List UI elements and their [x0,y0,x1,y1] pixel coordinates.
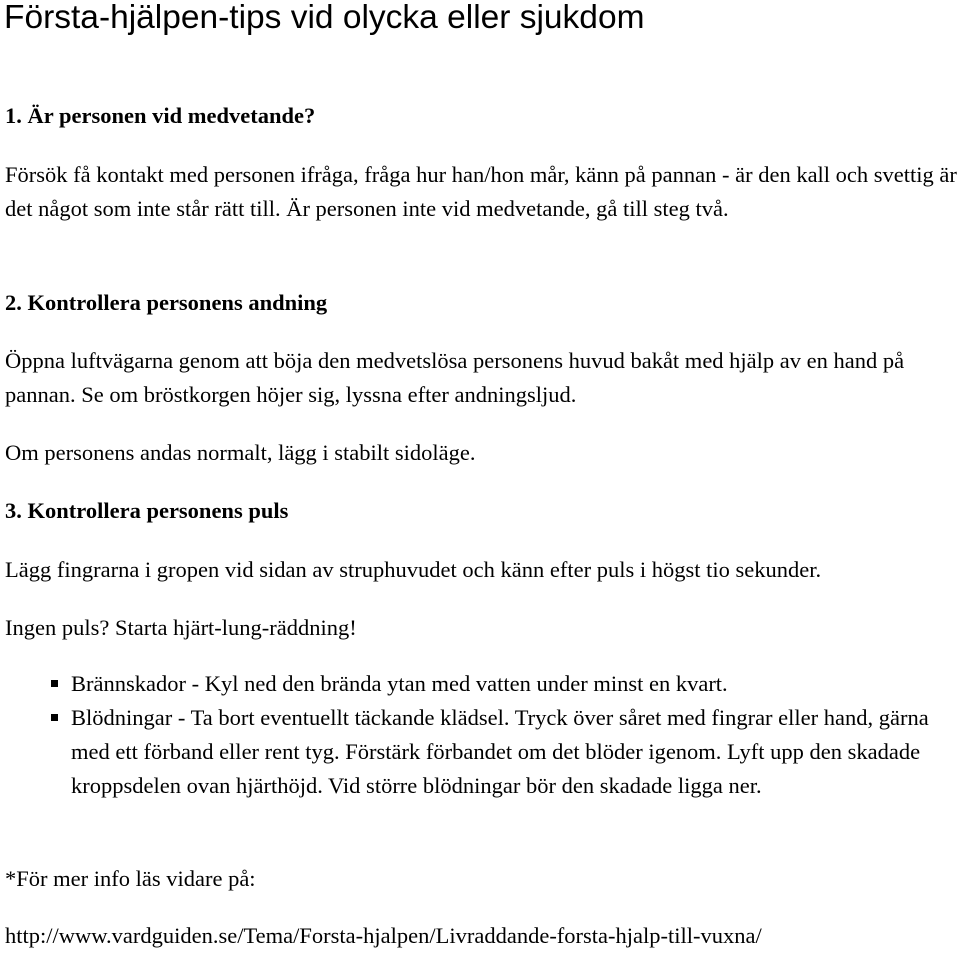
square-bullet-icon [51,680,58,687]
section-heading-consciousness: 1. Är personen vid medvetande? [5,103,316,128]
section-heading-pulse: 3. Kontrollera personens puls [5,498,289,523]
paragraph-pulse: Lägg fingrarna i gropen vid sidan av struphuvudet och känn efter puls i högst tio sekunder. [5,557,822,582]
list-item-text: Brännskador - Kyl ned den brända ytan med vatten under minst en kvart. [71,671,728,696]
section-heading-breathing: 2. Kontrollera personens andning [5,290,328,315]
bullet-list [0,667,960,803]
more-info-text: *För mer info läs vidare på: [5,866,256,891]
paragraph-consciousness: Försök få kontakt med personen ifråga, fråga hur han/hon mår, känn på pannan - är den kall och svettig är det något som inte står rätt till. Är personen inte vid medvetande, gå till steg två. [5,162,957,221]
list-item-burns [0,667,946,701]
list-item-bleeding [0,701,946,803]
square-bullet-icon [51,714,58,721]
paragraph-breathing: Öppna luftvägarna genom att böja den medvetslösa personens huvud bakåt med hjälp av en hand på pannan. Se om bröstkorgen höjer sig, lyssna efter andningsljud. [5,348,905,407]
page-title: Första-hjälpen-tips vid olycka eller sjukdom [4,0,645,36]
paragraph-recovery-position: Om personens andas normalt, lägg i stabilt sidoläge. [5,440,476,465]
info-link[interactable]: http://www.vardguiden.se/Tema/Forsta-hjalpen/Livraddande-forsta-hjalp-till-vuxna/ [5,923,762,948]
paragraph-cpr: Ingen puls? Starta hjärt-lung-räddning! [5,615,357,640]
list-item-text: Blödningar - Ta bort eventuellt täckande klädsel. Tryck över såret med fingrar eller hand, gärna med ett förband eller rent tyg. Förstärk förbandet om det blöder igenom. Lyft upp den skadade kroppsdelen ovan hjärthöjd. Vid större blödningar bör den skadade ligga ner. [71,705,929,798]
